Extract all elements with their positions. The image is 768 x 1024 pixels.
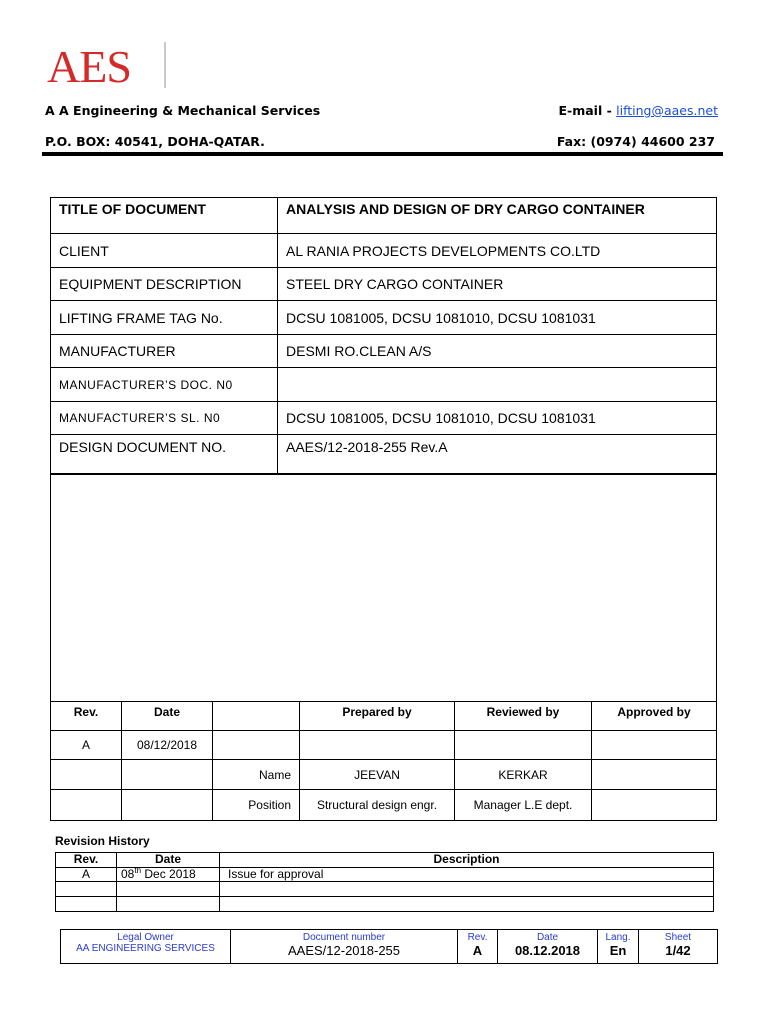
empty-cell [300, 731, 455, 760]
fax-number: Fax: (0974) 44600 237 [556, 134, 715, 149]
date-label: Date [536, 932, 559, 943]
empty-cell [455, 731, 592, 760]
document-footer [60, 929, 718, 964]
table-row [56, 867, 714, 882]
tag-value: DCSU 1081005, DCSU 1081010, DCSU 1081031 [278, 301, 717, 335]
reviewed-name: KERKAR [455, 760, 592, 790]
doc-number-value: AAES/12-2018-255 [287, 943, 401, 958]
po-box: P.O. BOX: 40541, DOHA-QATAR. [45, 134, 265, 149]
email-line [558, 103, 718, 118]
table-row [61, 930, 718, 964]
empty-cell [592, 731, 717, 760]
prepared-by-header: Prepared by [300, 702, 455, 731]
sheet-value: 1/42 [665, 943, 691, 958]
rev-value: A [51, 731, 122, 760]
empty-cell [213, 702, 300, 731]
rev-header: Rev. [51, 702, 122, 731]
rev-value: A [472, 943, 483, 958]
empty-cell [213, 731, 300, 760]
mfr-serial-value: DCSU 1081005, DCSU 1081010, DCSU 1081031 [278, 402, 717, 435]
empty-cell [117, 897, 220, 912]
table-row [51, 198, 717, 234]
legal-owner-value: AA ENGINEERING SERVICES [76, 943, 215, 954]
client-key: CLIENT [51, 234, 278, 268]
date-value: 08/12/2018 [122, 731, 213, 760]
email-label: E-mail - [558, 103, 617, 118]
client-value: AL RANIA PROJECTS DEVELOPMENTS CO.LTD [278, 234, 717, 268]
empty-cell [122, 760, 213, 790]
email-link[interactable]: lifting@aaes.net [616, 103, 718, 118]
lang-label: Lang. [605, 932, 631, 943]
empty-cell [51, 760, 122, 790]
legal-owner-label: Legal Owner [117, 932, 174, 943]
rh-date-header: Date [117, 853, 220, 868]
rh-description-value: Issue for approval [220, 867, 714, 882]
table-row [51, 368, 717, 402]
doc-number-label: Document number [302, 932, 386, 943]
blank-area [50, 473, 717, 702]
sheet-cell [639, 930, 718, 964]
empty-cell [220, 882, 714, 897]
doc-title-value: ANALYSIS AND DESIGN OF DRY CARGO CONTAINER [278, 198, 717, 234]
header-divider [42, 152, 723, 156]
rh-rev-header: Rev. [56, 853, 117, 868]
empty-cell [592, 760, 717, 790]
doc-number-cell [231, 930, 458, 964]
company-logo [47, 40, 167, 90]
equipment-key: EQUIPMENT DESCRIPTION [51, 268, 278, 301]
table-row [51, 731, 717, 760]
date-cell [498, 930, 598, 964]
empty-cell [122, 790, 213, 821]
document-info-table [50, 197, 717, 474]
table-row [56, 897, 714, 912]
table-row [51, 790, 717, 821]
empty-cell [117, 882, 220, 897]
rh-description-header: Description [220, 853, 714, 868]
date-value: 08.12.2018 [514, 943, 581, 958]
table-row [51, 702, 717, 731]
prepared-position: Structural design engr. [300, 790, 455, 821]
revision-history-title: Revision History [55, 834, 150, 848]
company-name: A A Engineering & Mechanical Services [45, 103, 321, 118]
doc-title-key: TITLE OF DOCUMENT [51, 198, 278, 234]
equipment-value: STEEL DRY CARGO CONTAINER [278, 268, 717, 301]
logo-divider [164, 42, 166, 88]
tag-key: LIFTING FRAME TAG No. [51, 301, 278, 335]
empty-cell [51, 790, 122, 821]
approved-by-header: Approved by [592, 702, 717, 731]
table-row [56, 853, 714, 868]
mfr-doc-key: MANUFACTURER’S DOC. N0 [51, 368, 278, 402]
empty-cell [56, 882, 117, 897]
position-label: Position [213, 790, 300, 821]
rh-rev-value: A [56, 867, 117, 882]
table-row [51, 760, 717, 790]
table-row [51, 268, 717, 301]
empty-cell [220, 897, 714, 912]
mfr-doc-value [278, 368, 717, 402]
revision-history-table [55, 852, 714, 912]
reviewed-position: Manager L.E dept. [455, 790, 592, 821]
rh-date-value: 08th Dec 2018 [117, 867, 220, 882]
rev-label: Rev. [467, 932, 488, 943]
lang-value: En [609, 943, 627, 958]
date-header: Date [122, 702, 213, 731]
name-label: Name [213, 760, 300, 790]
design-doc-value: AAES/12-2018-255 Rev.A [278, 435, 717, 474]
table-row [51, 335, 717, 368]
table-row [51, 402, 717, 435]
signoff-table [50, 701, 717, 821]
manufacturer-value: DESMI RO.CLEAN A/S [278, 335, 717, 368]
empty-cell [592, 790, 717, 821]
empty-cell [56, 897, 117, 912]
logo-text: AES [47, 41, 131, 92]
rev-cell [458, 930, 498, 964]
table-row [51, 234, 717, 268]
design-doc-key: DESIGN DOCUMENT NO. [51, 435, 278, 474]
reviewed-by-header: Reviewed by [455, 702, 592, 731]
table-row [51, 435, 717, 474]
lang-cell [598, 930, 639, 964]
mfr-serial-key: MANUFACTURER’S SL. N0 [51, 402, 278, 435]
table-row [56, 882, 714, 897]
legal-owner-cell [61, 930, 231, 964]
manufacturer-key: MANUFACTURER [51, 335, 278, 368]
table-row [51, 301, 717, 335]
sheet-label: Sheet [664, 932, 692, 943]
prepared-name: JEEVAN [300, 760, 455, 790]
